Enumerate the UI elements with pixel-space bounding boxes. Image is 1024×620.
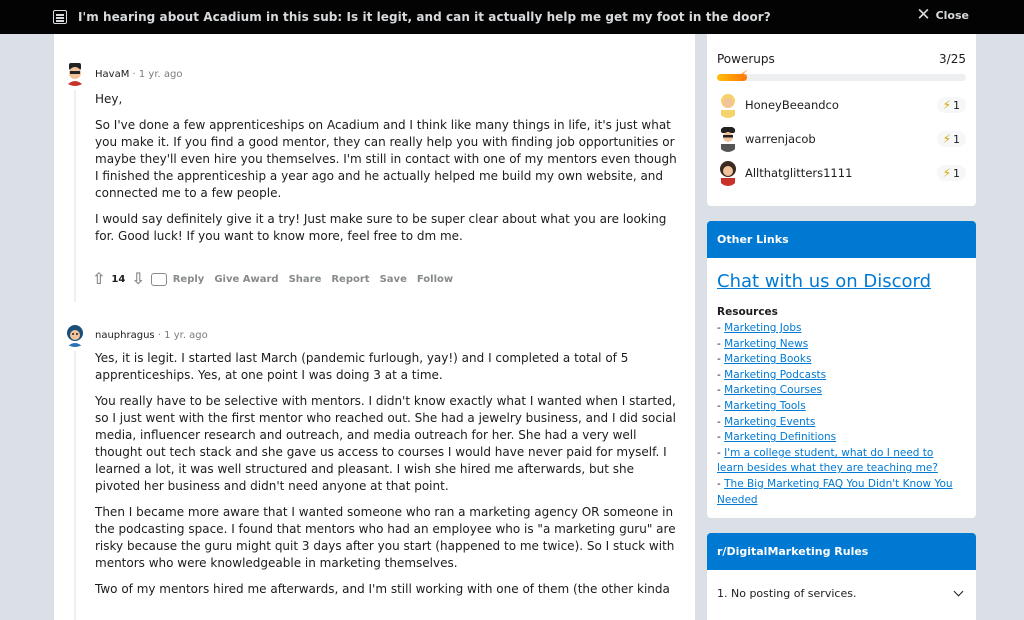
resource-link-row: - Marketing Books (717, 353, 812, 366)
other-links-card (707, 221, 976, 518)
resource-link[interactable]: The Big Marketing FAQ You Didn't Know You Needed (717, 477, 953, 506)
rule-item[interactable] (717, 587, 966, 600)
resource-link[interactable]: Marketing Events (724, 415, 816, 428)
powerups-label: Powerups (717, 52, 775, 66)
resource-link[interactable]: Marketing Jobs (724, 322, 802, 334)
comment-paragraph: Yes, it is legit. I started last March (pandemic furlough, yay!) and I completed a total of 5 apprenticeships. Yes, at one point I was doing 3 at a time. (95, 351, 629, 382)
close-icon: ✕ (916, 5, 931, 25)
powerup-username[interactable]: Allthatglitters1111 (745, 166, 853, 180)
comment-meta: HavaM · 1 yr. ago (95, 69, 183, 80)
resource-link[interactable]: Marketing Definitions (724, 431, 837, 444)
comment-time[interactable]: 1 yr. ago (164, 330, 208, 341)
rules-header: r/DigitalMarketing Rules (707, 533, 976, 570)
resource-link-row: - Marketing Jobs (717, 322, 802, 334)
lightning-icon: ⚡ (942, 98, 951, 112)
comment-paragraph: Hey, (95, 92, 123, 106)
upvote-icon[interactable]: ⇧ (92, 269, 106, 288)
resource-link[interactable]: Marketing Tools (724, 399, 806, 412)
follow-button[interactable]: Follow (416, 273, 454, 285)
lightning-icon: ⚡ (739, 68, 749, 84)
comments-panel (54, 34, 695, 620)
resource-link[interactable]: Marketing News (724, 337, 809, 350)
rule-text: 1. No posting of services. (717, 587, 857, 600)
comment-time[interactable]: 1 yr. ago (138, 69, 183, 80)
comment-author[interactable]: nauphragus (95, 330, 155, 341)
comment-paragraph: So I've done a few apprenticeships on Acadium and I think like many things in life, it's just what you make it. If you find a good mentor, they can really help you with finding job opportunities or maybe they'll even hire you themselves. I'm still in contact with one of my mentors even though I finished the apprenticeship a year ago and he actually helped me build my own website, and connected me to a few people. (95, 118, 677, 200)
resource-link[interactable]: Marketing Books (724, 353, 812, 366)
powerup-user[interactable] (717, 160, 966, 186)
post-title: I'm hearing about Acadium in this sub: Is it legit, and can it actually help me get my foot in the door? (78, 10, 771, 24)
avatar (717, 92, 739, 118)
comment-paragraph: Then I became more aware that I wanted someone who ran a marketing agency OR someone in the podcasting space. I found that mentors who had an employee who is "a marketing guru" are risky because the guru might quit 3 days after you start (happened to me twice). So I stuck with mentors who were knowledgeable in marketing themselves. (95, 505, 676, 570)
powerup-badge: ⚡ 1 (937, 131, 966, 147)
reply-icon[interactable] (151, 273, 167, 286)
resource-link[interactable]: Marketing Podcasts (724, 368, 827, 381)
other-links-header: Other Links (707, 221, 976, 258)
avatar[interactable] (62, 60, 88, 86)
chevron-down-icon[interactable] (954, 587, 964, 597)
comment-body (95, 350, 680, 607)
resource-link-row: - Marketing Courses (717, 384, 822, 397)
resource-link[interactable]: I'm a college student, what do I need to learn besides what they are teaching me? (717, 446, 938, 475)
post-top-bar (0, 0, 1024, 34)
resource-link-row: - I'm a college student, what do I need to learn besides what they are teaching me? (717, 446, 938, 475)
resource-links (717, 321, 957, 508)
thread-line[interactable] (74, 351, 76, 620)
avatar[interactable] (62, 321, 88, 347)
thread-line[interactable] (74, 90, 76, 302)
reply-button[interactable]: Reply (172, 273, 205, 285)
resource-link[interactable]: Marketing Courses (724, 384, 822, 397)
lightning-icon: ⚡ (942, 166, 951, 180)
powerups-count: 3/25 (939, 52, 966, 66)
resource-link-row: - Marketing Tools (717, 399, 806, 412)
powerups-progress (717, 68, 966, 84)
powerup-user[interactable] (717, 92, 966, 118)
resource-link-row: - Marketing Events (717, 415, 816, 428)
comment-paragraph: I would say definitely give it a try! Just make sure to be super clear about what you are looking for. Good luck! If you want to know more, feel free to dm me. (95, 212, 667, 243)
resource-link-row: - The Big Marketing FAQ You Didn't Know You Needed (717, 477, 953, 506)
post-icon (53, 10, 67, 24)
downvote-icon[interactable]: ⇩ (131, 269, 145, 288)
comment-paragraph: You really have to be selective with mentors. I didn't know exactly what I wanted when I started, so I just went with the first mentor who reached out. She had a jewelry business, and I did social media, influencer research and outreach, and media outreach for her. She had a very well thought out tech stack and she gave us access to courses I would have never paid for myself. I learned a lot, it was well structured and pleasant. I wish she hired me afterwards, but she pivoted her business and didn't need anyone at that point. (95, 394, 676, 493)
resource-link-row: - Marketing News (717, 337, 809, 350)
powerups-card (707, 34, 976, 206)
powerup-username[interactable]: warrenjacob (745, 132, 816, 146)
comment-meta: nauphragus · 1 yr. ago (95, 330, 208, 341)
comment-body (95, 91, 680, 254)
comment-paragraph: Two of my mentors hired me afterwards, and I'm still working with one of them (the other kinda (95, 582, 670, 596)
discord-link[interactable]: Chat with us on Discord (717, 271, 932, 292)
powerup-badge: ⚡ 1 (937, 97, 966, 113)
close-button[interactable] (916, 5, 969, 25)
rules-card (707, 533, 976, 620)
give-award-button[interactable]: Give Award (214, 273, 279, 285)
save-button[interactable]: Save (379, 273, 407, 285)
powerup-username[interactable]: HoneyBeeandco (745, 98, 839, 112)
resources-title: Resources (717, 306, 778, 318)
avatar (717, 126, 739, 152)
comment-score: 14 (111, 273, 126, 285)
share-button[interactable]: Share (288, 273, 322, 285)
powerup-badge: ⚡ 1 (937, 165, 966, 181)
close-label: Close (935, 8, 969, 22)
lightning-icon: ⚡ (942, 132, 951, 146)
comment-actions (92, 271, 453, 287)
powerup-user[interactable] (717, 126, 966, 152)
comment-author[interactable]: HavaM (95, 69, 130, 80)
avatar (717, 160, 739, 186)
resource-link-row: - Marketing Definitions (717, 431, 837, 444)
report-button[interactable]: Report (331, 273, 370, 285)
resource-link-row: - Marketing Podcasts (717, 368, 827, 381)
